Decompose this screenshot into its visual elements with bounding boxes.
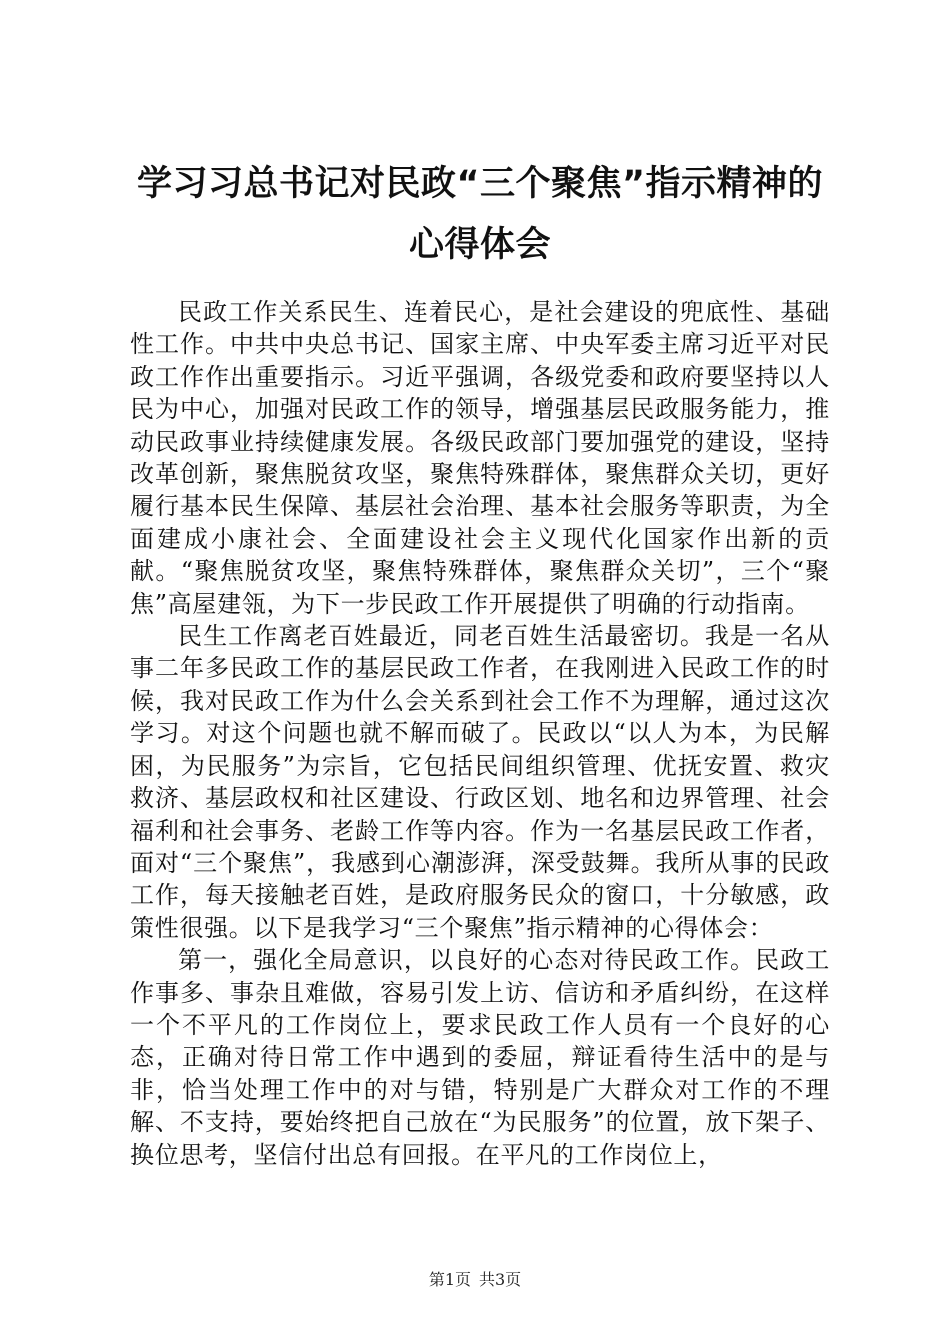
body-paragraph: 民政工作关系民生、连着民心，是社会建设的兜底性、基础性工作。中共中央总书记、国家主席、中央军委主席习近平对民政工作作出重要指示。习近平强调，各级党委和政府要坚持以人民为中心，加强对民政工作的领导，增强基层民政服务能力，推动民政事业持续健康发展。各级民政部门要加强党的建设，坚持改革创新，聚焦脱贫攻坚，聚焦特殊群体，聚焦群众关切，更好履行基本民生保障、基层社会治理、基本社会服务等职责，为全面建成小康社会、全面建设社会主义现代化国家作出新的贡献。“聚焦脱贫攻坚，聚焦特殊群体，聚焦群众关切”，三个“聚焦”高屋建瓴，为下一步民政工作开展提供了明确的行动指南。 (130, 298, 830, 618)
body-paragraph: 第一，强化全局意识，以良好的心态对待民政工作。民政工作事多、事杂且难做，容易引发上访、信访和矛盾纠纷，在这样一个不平凡的工作岗位上，要求民政工作人员有一个良好的心态，正确对待日常工作中遇到的委屈，辩证看待生活中的是与非，恰当处理工作中的对与错，特别是广大群众对工作的不理解、不支持，要始终把自己放在“为民服务”的位置，放下架子、换位思考，坚信付出总有回报。在平凡的工作岗位上， (130, 946, 830, 1169)
page-total: 共3页 (479, 1270, 522, 1289)
page-footer (0, 1271, 950, 1289)
document-body (130, 296, 830, 1171)
document-title-line-2: 心得体会 (408, 225, 551, 265)
document-title-line-1: 学习习总书记对民政“三个聚焦”指示精神的 (136, 164, 823, 204)
page-number: 第1页 (428, 1270, 471, 1289)
body-paragraph: 民生工作离老百姓最近，同老百姓生活最密切。我是一名从事二年多民政工作的基层民政工作者，在我刚进入民政工作的时候，我对民政工作为什么会关系到社会工作不为理解，通过这次学习。对这个问题也就不解而破了。民政以“以人为本，为民解困，为民服务”为宗旨，它包括民间组织管理、优抚安置、救灾救济、基层政权和社区建设、行政区划、地名和边界管理、社会福利和社会事务、老龄工作等内容。作为一名基层民政工作者，面对“三个聚焦”，我感到心潮澎湃，深受鼓舞。我所从事的民政工作，每天接触老百姓，是政府服务民众的窗口，十分敏感，政策性很强。以下是我学习“三个聚焦”指示精神的心得体会： (130, 622, 830, 942)
